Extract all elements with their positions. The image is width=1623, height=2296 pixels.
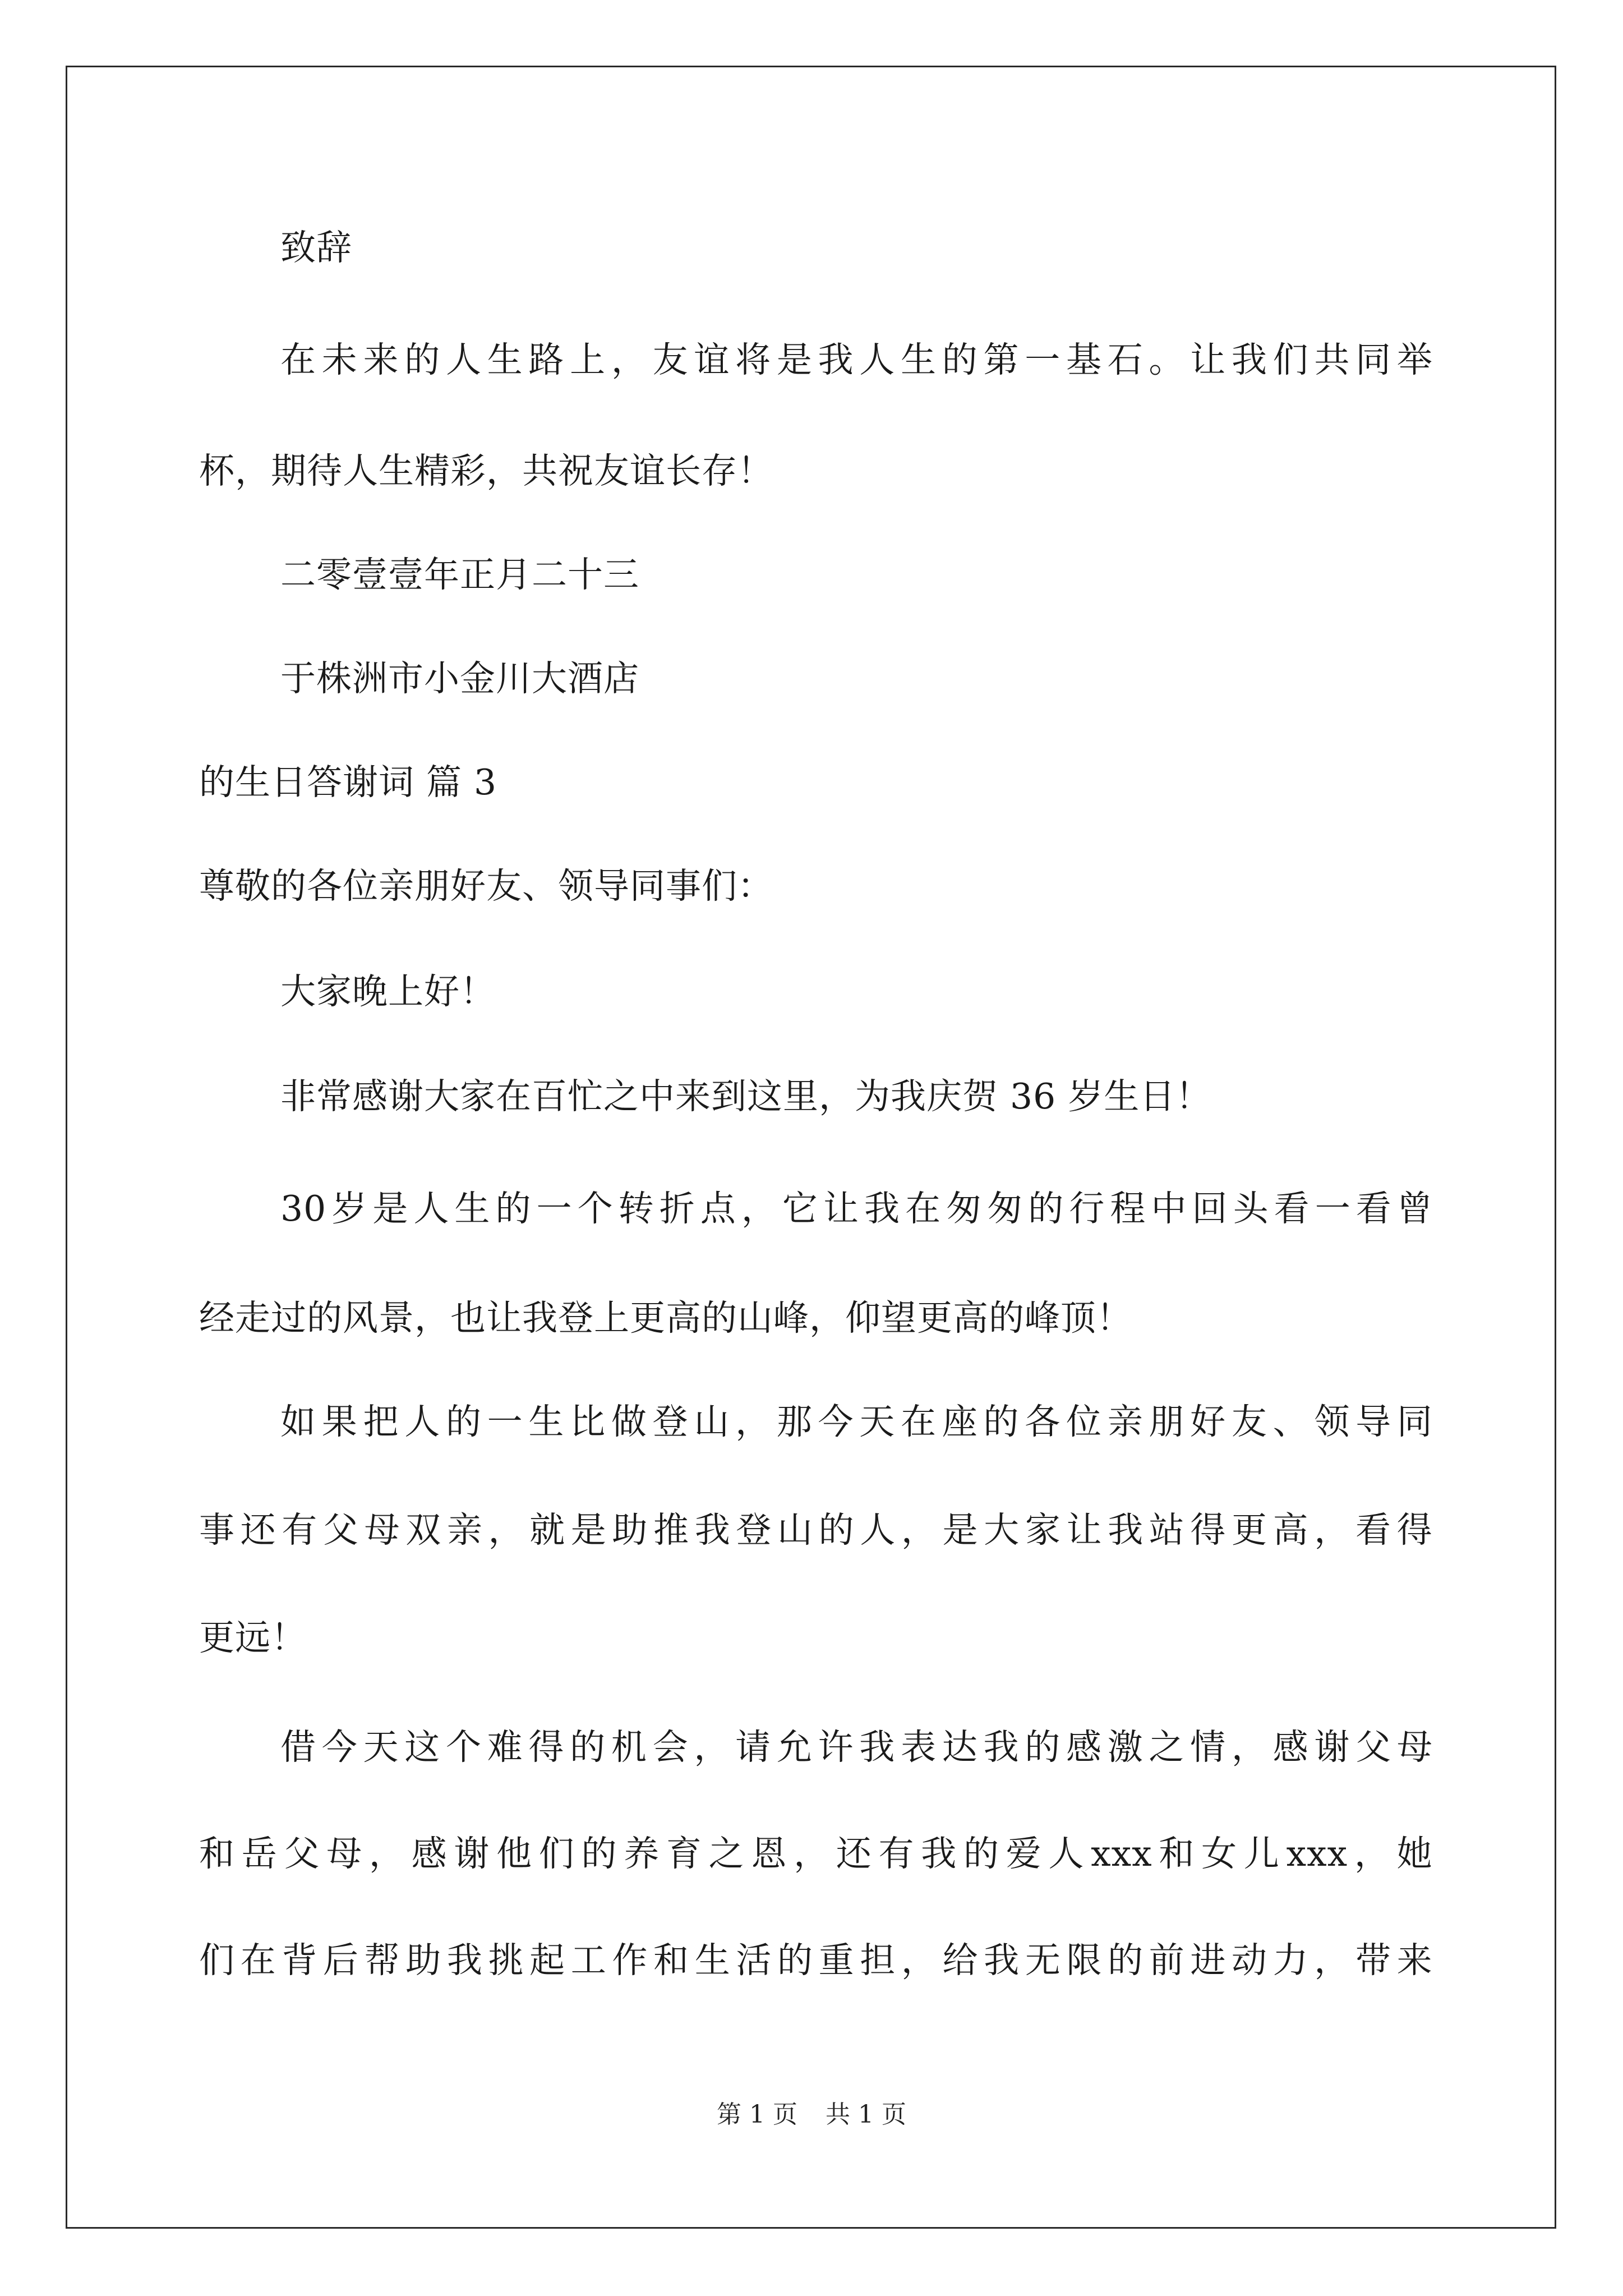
paragraph-line: 们 在 背 后 帮 助 我 挑 起 工 作 和 生 活 的 重 担 ， 给 我 无 限 的 前 进 动 力 ， 带 来 [199,1940,1433,1981]
page-border [66,66,1556,2229]
date-line: 二零壹壹年正月二十三 [280,554,639,595]
paragraph-line: 和 岳 父 母 ， 感 谢 他 们 的 养 育 之 恩 ， 还 有 我 的 爱 人 xxx 和 女 儿 xxx ， 她 [199,1833,1433,1874]
closing-word: 致辞 [280,227,352,268]
paragraph-line: 如 果 把 人 的 一 生 比 做 登 山 ， 那 今 天 在 座 的 各 位 亲 朋 好 友 、 领 导 同 [280,1401,1433,1442]
paragraph-line: 杯，期待人生精彩，共祝友谊长存！ [199,450,773,491]
paragraph-line: 事 还 有 父 母 双 亲 ， 就 是 助 推 我 登 山 的 人 ， 是 大 家 让 我 站 得 更 高 ， 看 得 [199,1510,1433,1550]
paragraph-line: 非常感谢大家在百忙之中来到这里，为我庆贺 36 岁生日！ [280,1076,1212,1117]
location-line: 于株洲市小金川大酒店 [280,658,639,699]
paragraph-line: 经走过的风景，也让我登上更高的山峰，仰望更高的峰顶！ [199,1297,1132,1338]
greeting: 大家晚上好！ [280,971,496,1012]
page-total: 共 1 页 [826,2100,906,2129]
page-number: 第 1 页 [717,2100,797,2129]
section-heading: 的生日答谢词 篇 3 [199,762,497,803]
paragraph-line: 借 今 天 这 个 难 得 的 机 会 ， 请 允 许 我 表 达 我 的 感 激 之 情 ， 感 谢 父 母 [280,1727,1433,1768]
paragraph-line: 30 岁 是 人 生 的 一 个 转 折 点 ， 它 让 我 在 匆 匆 的 行 程 中 回 头 看 一 看 曾 [280,1188,1433,1229]
paragraph-line: 更远！ [199,1617,307,1658]
paragraph-line: 在 未 来 的 人 生 路 上 ， 友 谊 将 是 我 人 生 的 第 一 基 石 。 让 我 们 共 同 举 [280,339,1433,380]
salutation: 尊敬的各位亲朋好友、领导同事们： [199,866,773,907]
page-footer [0,2098,1623,2132]
